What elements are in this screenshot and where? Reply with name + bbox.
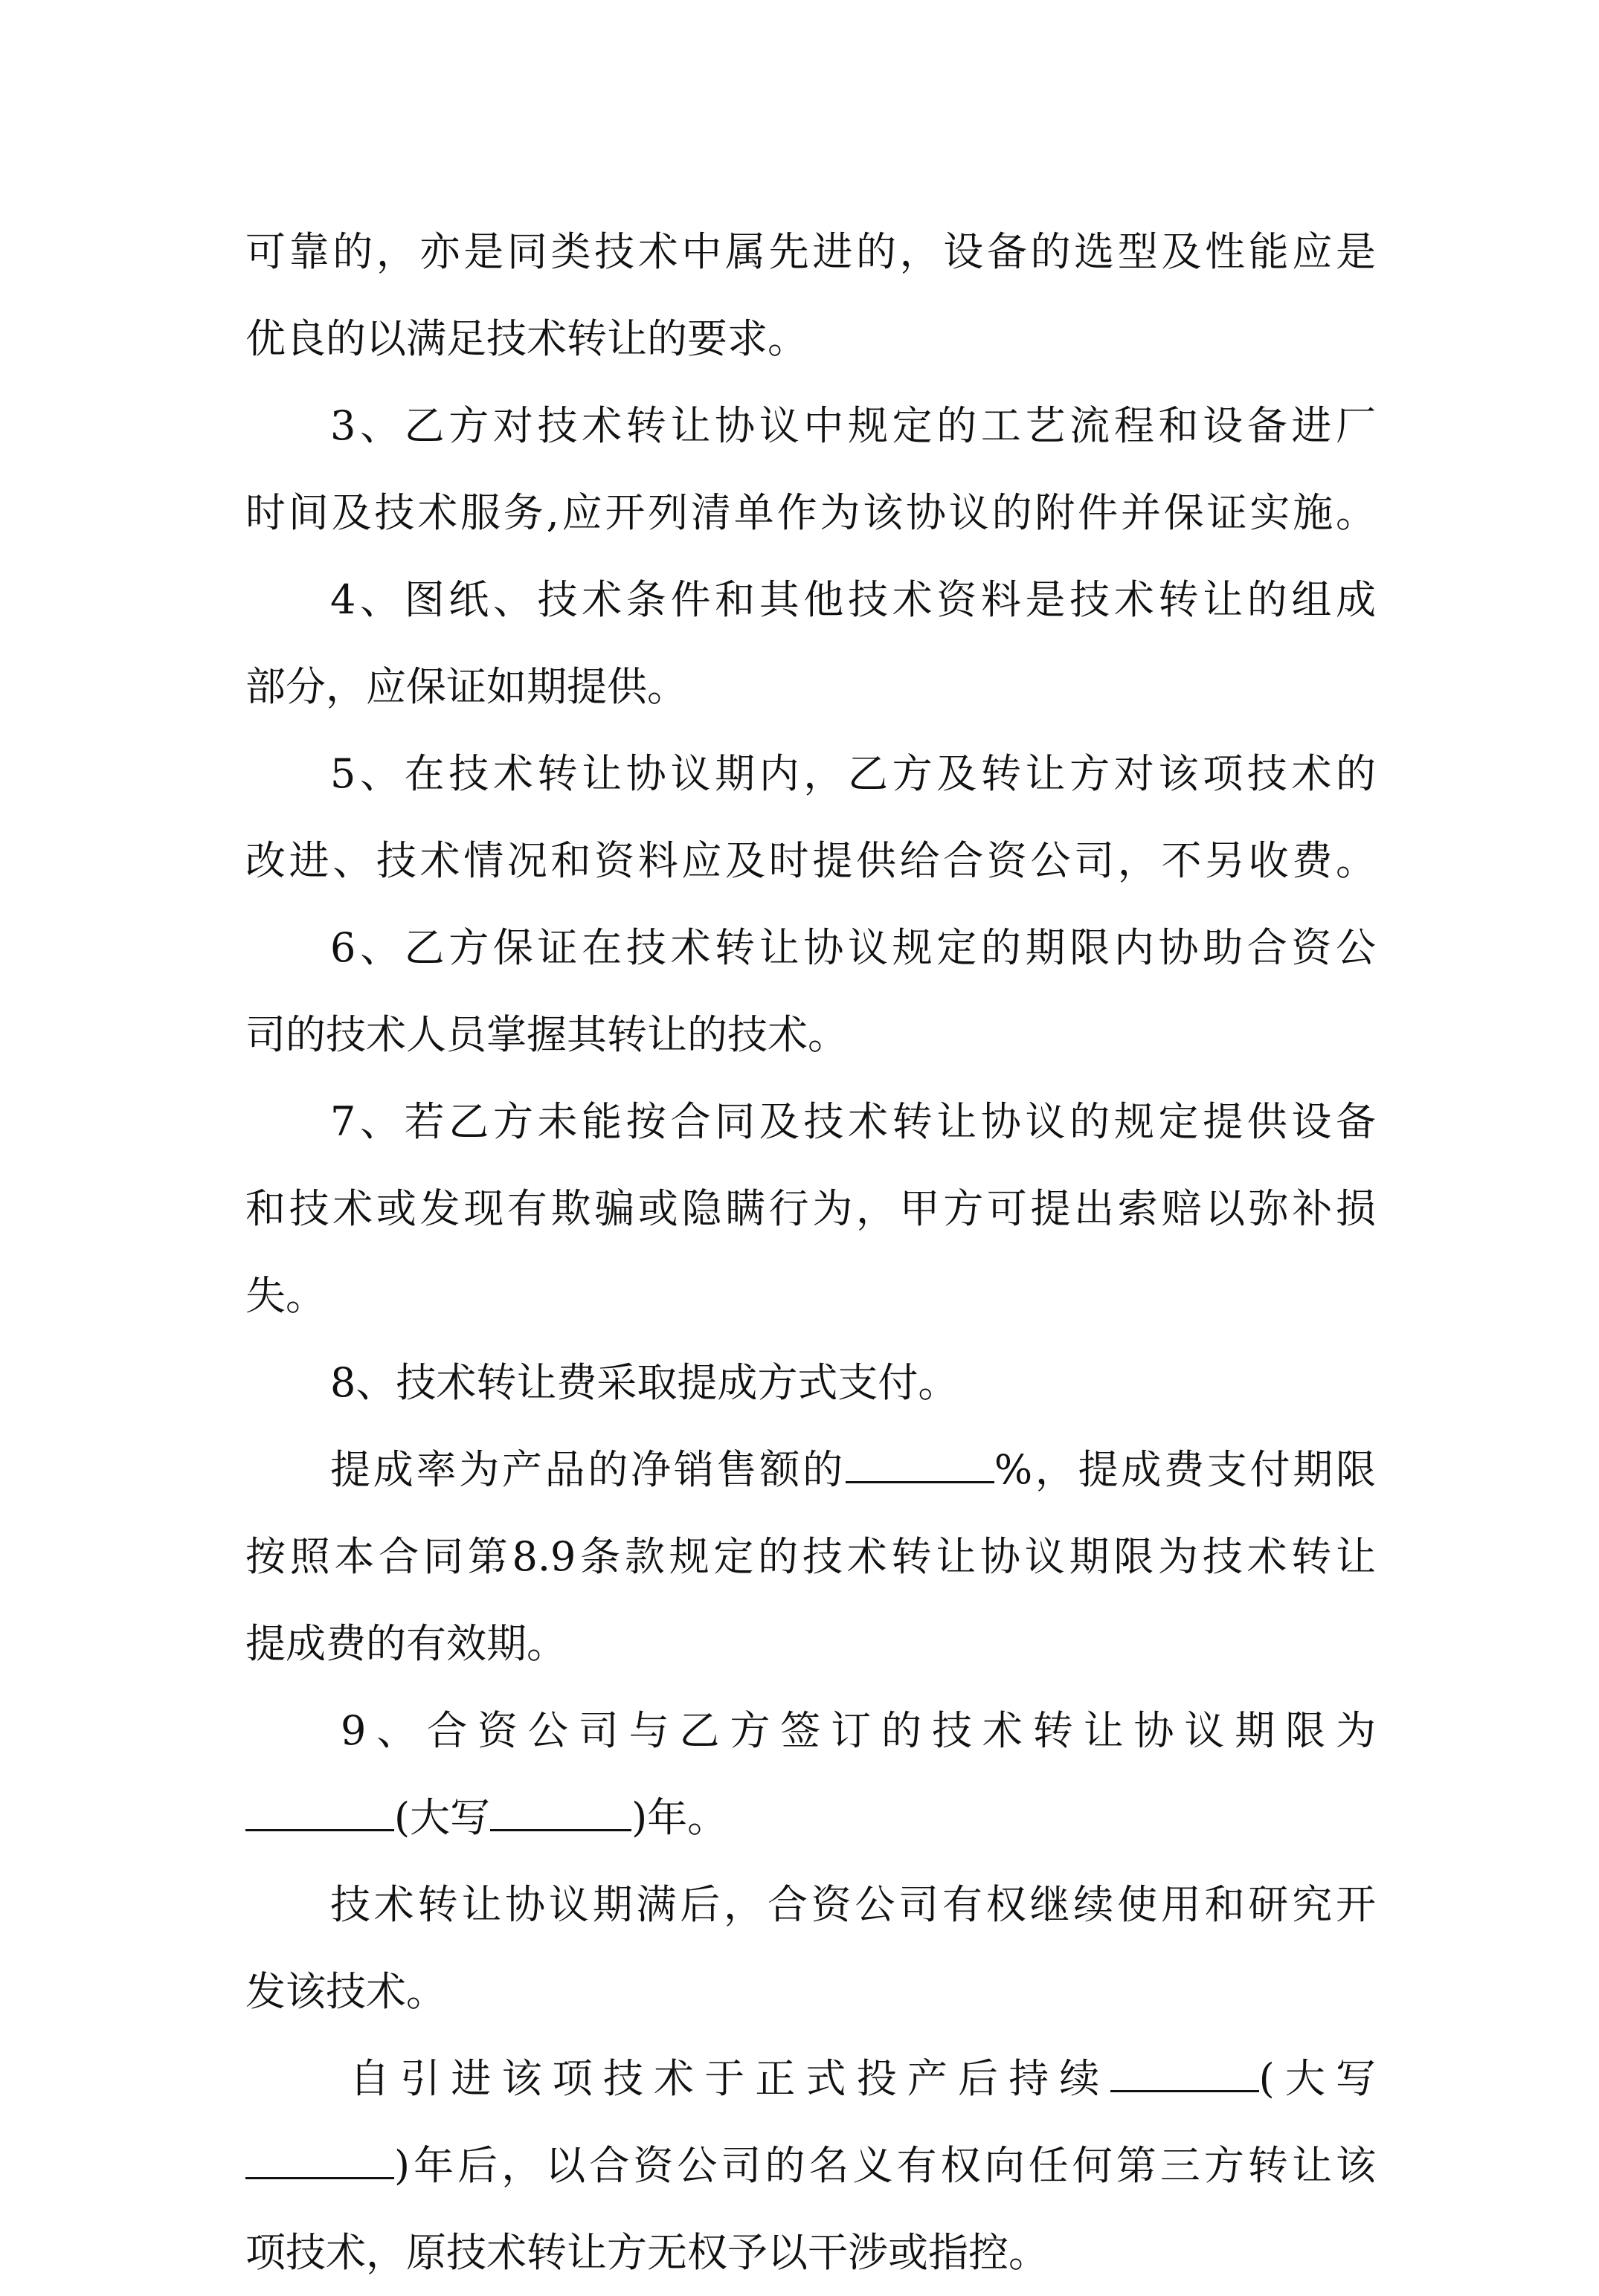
text-line: 技术转让协议期满后，合资公司有权继续使用和研究开 (330, 1881, 1376, 1928)
text-line: 按照本合同第8.9条款规定的技术转让协议期限为技术转让 (245, 1533, 1376, 1580)
text-line: 发该技术。 (245, 1968, 446, 2015)
text-line: 失。 (245, 1272, 326, 1319)
agreement-term-line (245, 1774, 1376, 1861)
royalty-term-text: %，提成费支付期限 (994, 1446, 1376, 1493)
clause-4-line: 4、图纸、技术条件和其他技术资料是技术转让的组成 (330, 576, 1376, 623)
text-line: 时间及技术服务,应开列清单作为该协议的附件并保证实施。 (245, 489, 1376, 536)
text-line: 项技术，原技术转让方无权予以干涉或指控。 (245, 2229, 1049, 2276)
transfer-right-line (245, 2035, 1376, 2122)
clause-5-line: 5、在技术转让协议期内，乙方及转让方对该项技术的 (330, 750, 1376, 797)
text-line: 改进、技术情况和资料应及时提供给合资公司，不另收费。 (245, 837, 1376, 884)
clause-9-line: 9、合资公司与乙方签订的技术转让协议期限为 (341, 1707, 1376, 1754)
contract-text (245, 208, 1376, 2296)
production-years-blank[interactable] (1110, 2053, 1259, 2092)
royalty-rate-blank[interactable] (846, 1444, 994, 1483)
clause-7-line: 7、若乙方未能按合同及技术转让协议的规定提供设备 (330, 1098, 1376, 1145)
text-line: 司的技术人员掌握其转让的技术。 (245, 1011, 848, 1058)
clause-8-line: 8、技术转让费采取提成方式支付。 (330, 1359, 959, 1406)
clause-6-line: 6、乙方保证在技术转让协议规定的期限内协助合资公 (330, 924, 1376, 971)
royalty-rate-text: 提成率为产品的净销售额的 (330, 1446, 846, 1493)
transfer-right-text-2: )年后，以合资公司的名义有权向任何第三方转让该 (394, 2142, 1376, 2189)
term-capital-label: (大写 (394, 1794, 491, 1841)
term-years-suffix: )年。 (631, 1794, 728, 1841)
text-line: 提成费的有效期。 (245, 1620, 567, 1667)
royalty-rate-line (245, 1426, 1376, 1513)
transfer-right-text: 自引进该项技术于正式投产后持续 (350, 2055, 1110, 2102)
term-years-blank[interactable] (245, 1792, 394, 1831)
production-years-capital-blank[interactable] (245, 2140, 394, 2179)
production-capital-label: (大写 (1258, 2055, 1376, 2102)
term-years-capital-blank[interactable] (490, 1792, 631, 1831)
text-line: 和技术或发现有欺骗或隐瞒行为，甲方可提出索赔以弥补损 (245, 1185, 1376, 1232)
text-line: 部分，应保证如期提供。 (245, 663, 687, 710)
text-line: 可靠的，亦是同类技术中属先进的，设备的选型及性能应是 (245, 228, 1376, 275)
transfer-right-line-2 (245, 2122, 1376, 2209)
clause-3-line: 3、乙方对技术转让协议中规定的工艺流程和设备进厂 (330, 402, 1376, 449)
text-line: 优良的以满足技术转让的要求。 (245, 315, 808, 362)
